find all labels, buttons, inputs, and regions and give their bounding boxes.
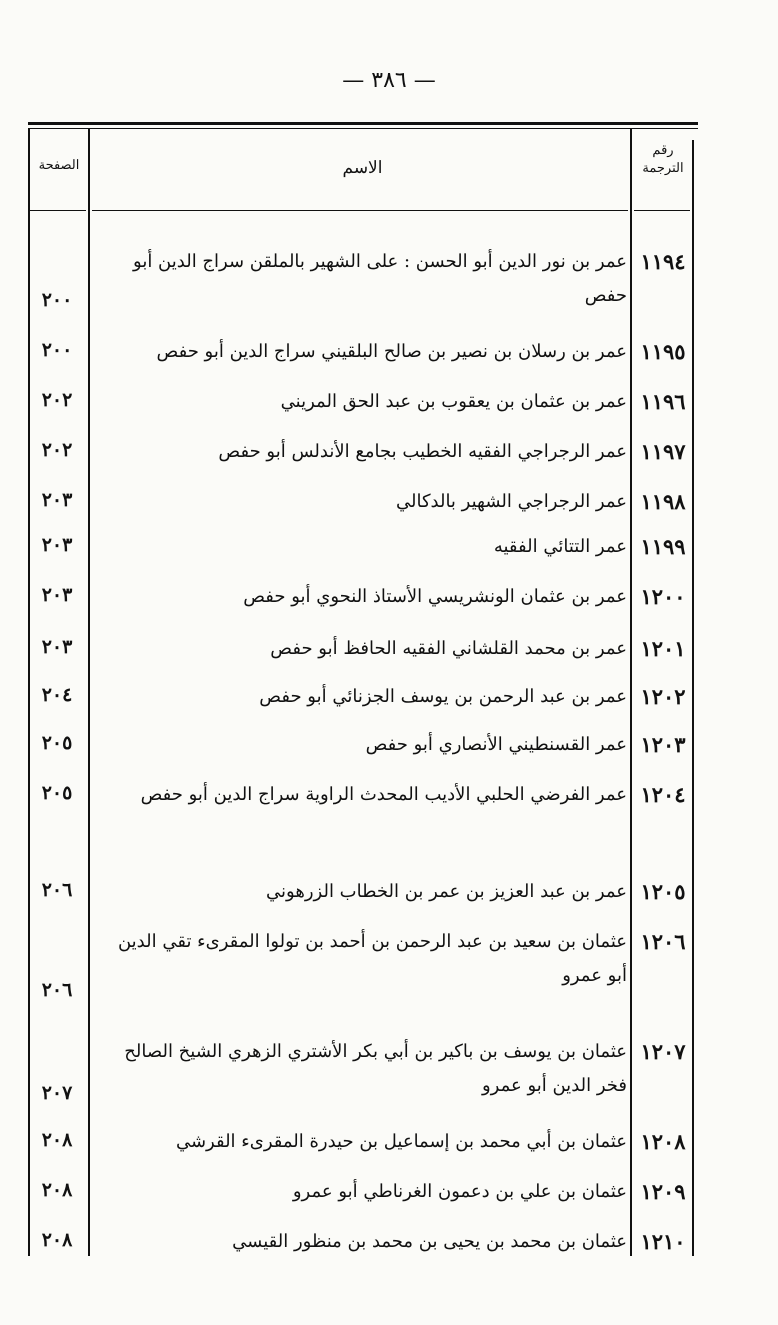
row-number: ١٢٠٢ xyxy=(640,684,686,709)
row-name: عمر بن عثمان بن يعقوب بن عبد الحق المريني xyxy=(280,391,627,412)
row-page: ٢٠٦ xyxy=(41,879,73,901)
row-name: عثمان بن أبي محمد بن إسماعيل بن حيدرة المقرىء القرشي xyxy=(175,1131,627,1152)
row-page: ٢٠٥ xyxy=(41,732,73,754)
row-name: عمر بن عثمان الونشريسي الأستاذ النحوي أبو حفص xyxy=(243,586,627,607)
row-number: ١٢٠٧ xyxy=(640,1039,686,1064)
row-name: عمر بن عبد الرحمن بن يوسف الجزنائي أبو حفص xyxy=(259,686,627,707)
row-page: ٢٠٠ xyxy=(41,339,73,361)
row-name: عمر القسنطيني الأنصاري أبو حفص xyxy=(365,734,627,755)
row-page: ٢٠٦ xyxy=(41,979,73,1001)
page-number: — ٣٨٦ — xyxy=(342,68,436,93)
row-page: ٢٠٠ xyxy=(41,289,73,311)
row-page: ٢٠٣ xyxy=(41,489,73,511)
row-name: عمر بن محمد القلشاني الفقيه الحافظ أبو حفص xyxy=(270,638,627,659)
number-column-divider xyxy=(630,128,632,1256)
row-name: عمر الرجراجي الفقيه الخطيب بجامع الأندلس أبو حفص xyxy=(218,441,627,462)
row-page: ٢٠٥ xyxy=(41,782,73,804)
page-column-divider xyxy=(88,128,90,1256)
row-name: عمر الفرضي الحلبي الأديب المحدث الراوية سراج الدين أبو حفص xyxy=(140,784,627,805)
row-number: ١١٩٤ xyxy=(640,249,686,274)
row-page: ٢٠٣ xyxy=(41,584,73,606)
row-number: ١٢٠٣ xyxy=(640,732,686,757)
row-number: ١١٩٩ xyxy=(640,534,686,559)
row-page: ٢٠٧ xyxy=(41,1082,73,1104)
row-name: عثمان بن يوسف بن باكير بن أبي بكر الأشتري الزهري الشيخ الصالح فخر الدين أبو عمرو xyxy=(124,1041,627,1096)
header-rule-num xyxy=(634,210,690,211)
row-name: عمر الرجراجي الشهير بالدكالي xyxy=(395,491,627,512)
header-rule-page xyxy=(30,210,86,211)
row-name: عمر التتائي الفقيه xyxy=(493,536,627,557)
row-page: ٢٠٢ xyxy=(41,389,73,411)
row-name: عثمان بن علي بن دعمون الغرناطي أبو عمرو xyxy=(292,1181,627,1202)
header-rule-name xyxy=(92,210,628,211)
row-page: ٢٠٨ xyxy=(41,1179,73,1201)
row-name: عمر بن عبد العزيز بن عمر بن الخطاب الزرهوني xyxy=(266,881,627,902)
header-name: الاسم xyxy=(342,158,383,178)
row-page: ٢٠٨ xyxy=(41,1229,73,1251)
row-number: ١٢٠٦ xyxy=(640,929,686,954)
row-number: ١٢٠١ xyxy=(640,636,686,661)
row-name: عمر بن رسلان بن نصير بن صالح البلقيني سراج الدين أبو حفص xyxy=(156,341,627,362)
row-number: ١٢٠٥ xyxy=(640,879,686,904)
row-page: ٢٠٣ xyxy=(41,534,73,556)
row-page: ٢٠٢ xyxy=(41,439,73,461)
row-page: ٢٠٣ xyxy=(41,636,73,658)
row-page: ٢٠٨ xyxy=(41,1129,73,1151)
row-number: ١٢١٠ xyxy=(640,1229,686,1254)
row-number: ١٢٠٤ xyxy=(640,782,686,807)
row-number: ١١٩٦ xyxy=(640,389,686,414)
row-name: عثمان بن سعيد بن عبد الرحمن بن أحمد بن تولوا المقرىء تقي الدين أبو عمرو xyxy=(117,931,627,986)
row-name: عثمان بن محمد بن يحيى بن محمد بن منظور القيسي xyxy=(232,1231,627,1252)
row-number: ١١٩٥ xyxy=(640,339,686,364)
top-rule-thin xyxy=(28,128,698,129)
right-border xyxy=(692,140,694,1256)
row-page: ٢٠٤ xyxy=(41,684,73,706)
row-number: ١٢٠٩ xyxy=(640,1179,686,1204)
header-translation-number: رقم الترجمة xyxy=(642,143,684,176)
header-page: الصفحة xyxy=(38,158,80,173)
top-rule-thick xyxy=(28,122,698,125)
row-number: ١١٩٨ xyxy=(640,489,686,514)
row-number: ١١٩٧ xyxy=(640,439,686,464)
row-name: عمر بن نور الدين أبو الحسن : على الشهير بالملقن سراج الدين أبو حفص xyxy=(133,251,627,306)
row-number: ١٢٠٠ xyxy=(640,584,686,609)
row-number: ١٢٠٨ xyxy=(640,1129,686,1154)
